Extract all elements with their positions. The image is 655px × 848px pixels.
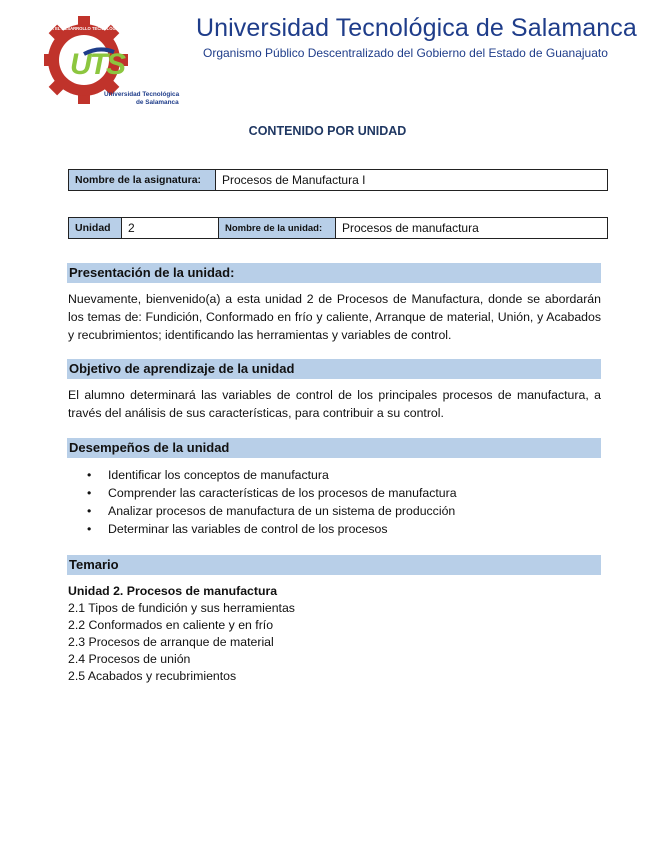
unidad-table (68, 217, 608, 239)
list-item: • Determinar las variables de control de los procesos (87, 522, 388, 536)
temario-topic: 2.1 Tipos de fundición y sus herramientas (68, 601, 295, 615)
list-item: • Identificar los conceptos de manufactura (87, 468, 329, 482)
presentacion-text: Nuevamente, bienvenido(a) a esta unidad 2 de Procesos de Manufactura, donde se abordarán los temas de: Fundición, Conformado en frío y caliente, Arranque de material, Unión, y Acabados y recubrimientos; identificando las herramientas y variables de control. (68, 292, 601, 342)
asignatura-label: Nombre de la asignatura: (69, 170, 216, 191)
list-item: • Analizar procesos de manufactura de un sistema de producción (87, 504, 456, 518)
objetivo-text: El alumno determinará las variables de control de los principales procesos de manufactura, a través del análisis de sus características, para contribuir a su control. (68, 388, 601, 420)
unidad-name-label: Nombre de la unidad: (219, 218, 336, 239)
objetivo-heading: Objetivo de aprendizaje de la unidad (67, 359, 601, 379)
desempenos-list (68, 466, 457, 538)
temario-list (68, 583, 295, 685)
desempenos-heading: Desempeños de la unidad (67, 438, 601, 458)
asignatura-value: Procesos de Manufactura I (216, 170, 608, 191)
temario-topic: 2.2 Conformados en caliente y en frío (68, 618, 274, 632)
logo-acronym: UTS (70, 48, 124, 81)
presentacion-heading: Presentación de la unidad: (67, 263, 601, 283)
temario-unit-title: Unidad 2. Procesos de manufactura (68, 584, 278, 598)
logo-caption-line1: Universidad Tecnológica (104, 91, 180, 98)
temario-topic: 2.4 Procesos de unión (68, 652, 191, 666)
uts-logo (44, 16, 194, 108)
unidad-name-value: Procesos de manufactura (336, 218, 608, 239)
unidad-number: 2 (122, 218, 219, 239)
unidad-label: Unidad (69, 218, 122, 239)
temario-heading: Temario (67, 555, 601, 575)
university-name: Universidad Tecnológica de Salamanca (196, 14, 637, 42)
temario-topic: 2.3 Procesos de arranque de material (68, 635, 274, 649)
university-subtitle: Organismo Público Descentralizado del Gobierno del Estado de Guanajuato (203, 46, 608, 60)
logo-ring-text: POR EL DESARROLLO TECNOLÓGICO (44, 26, 124, 31)
temario-topic: 2.5 Acabados y recubrimientos (68, 669, 237, 683)
logo-caption-line2: de Salamanca (136, 99, 179, 106)
asignatura-table (68, 169, 608, 191)
list-item: • Comprender las características de los procesos de manufactura (87, 486, 457, 500)
document-title: CONTENIDO POR UNIDAD (248, 124, 407, 138)
